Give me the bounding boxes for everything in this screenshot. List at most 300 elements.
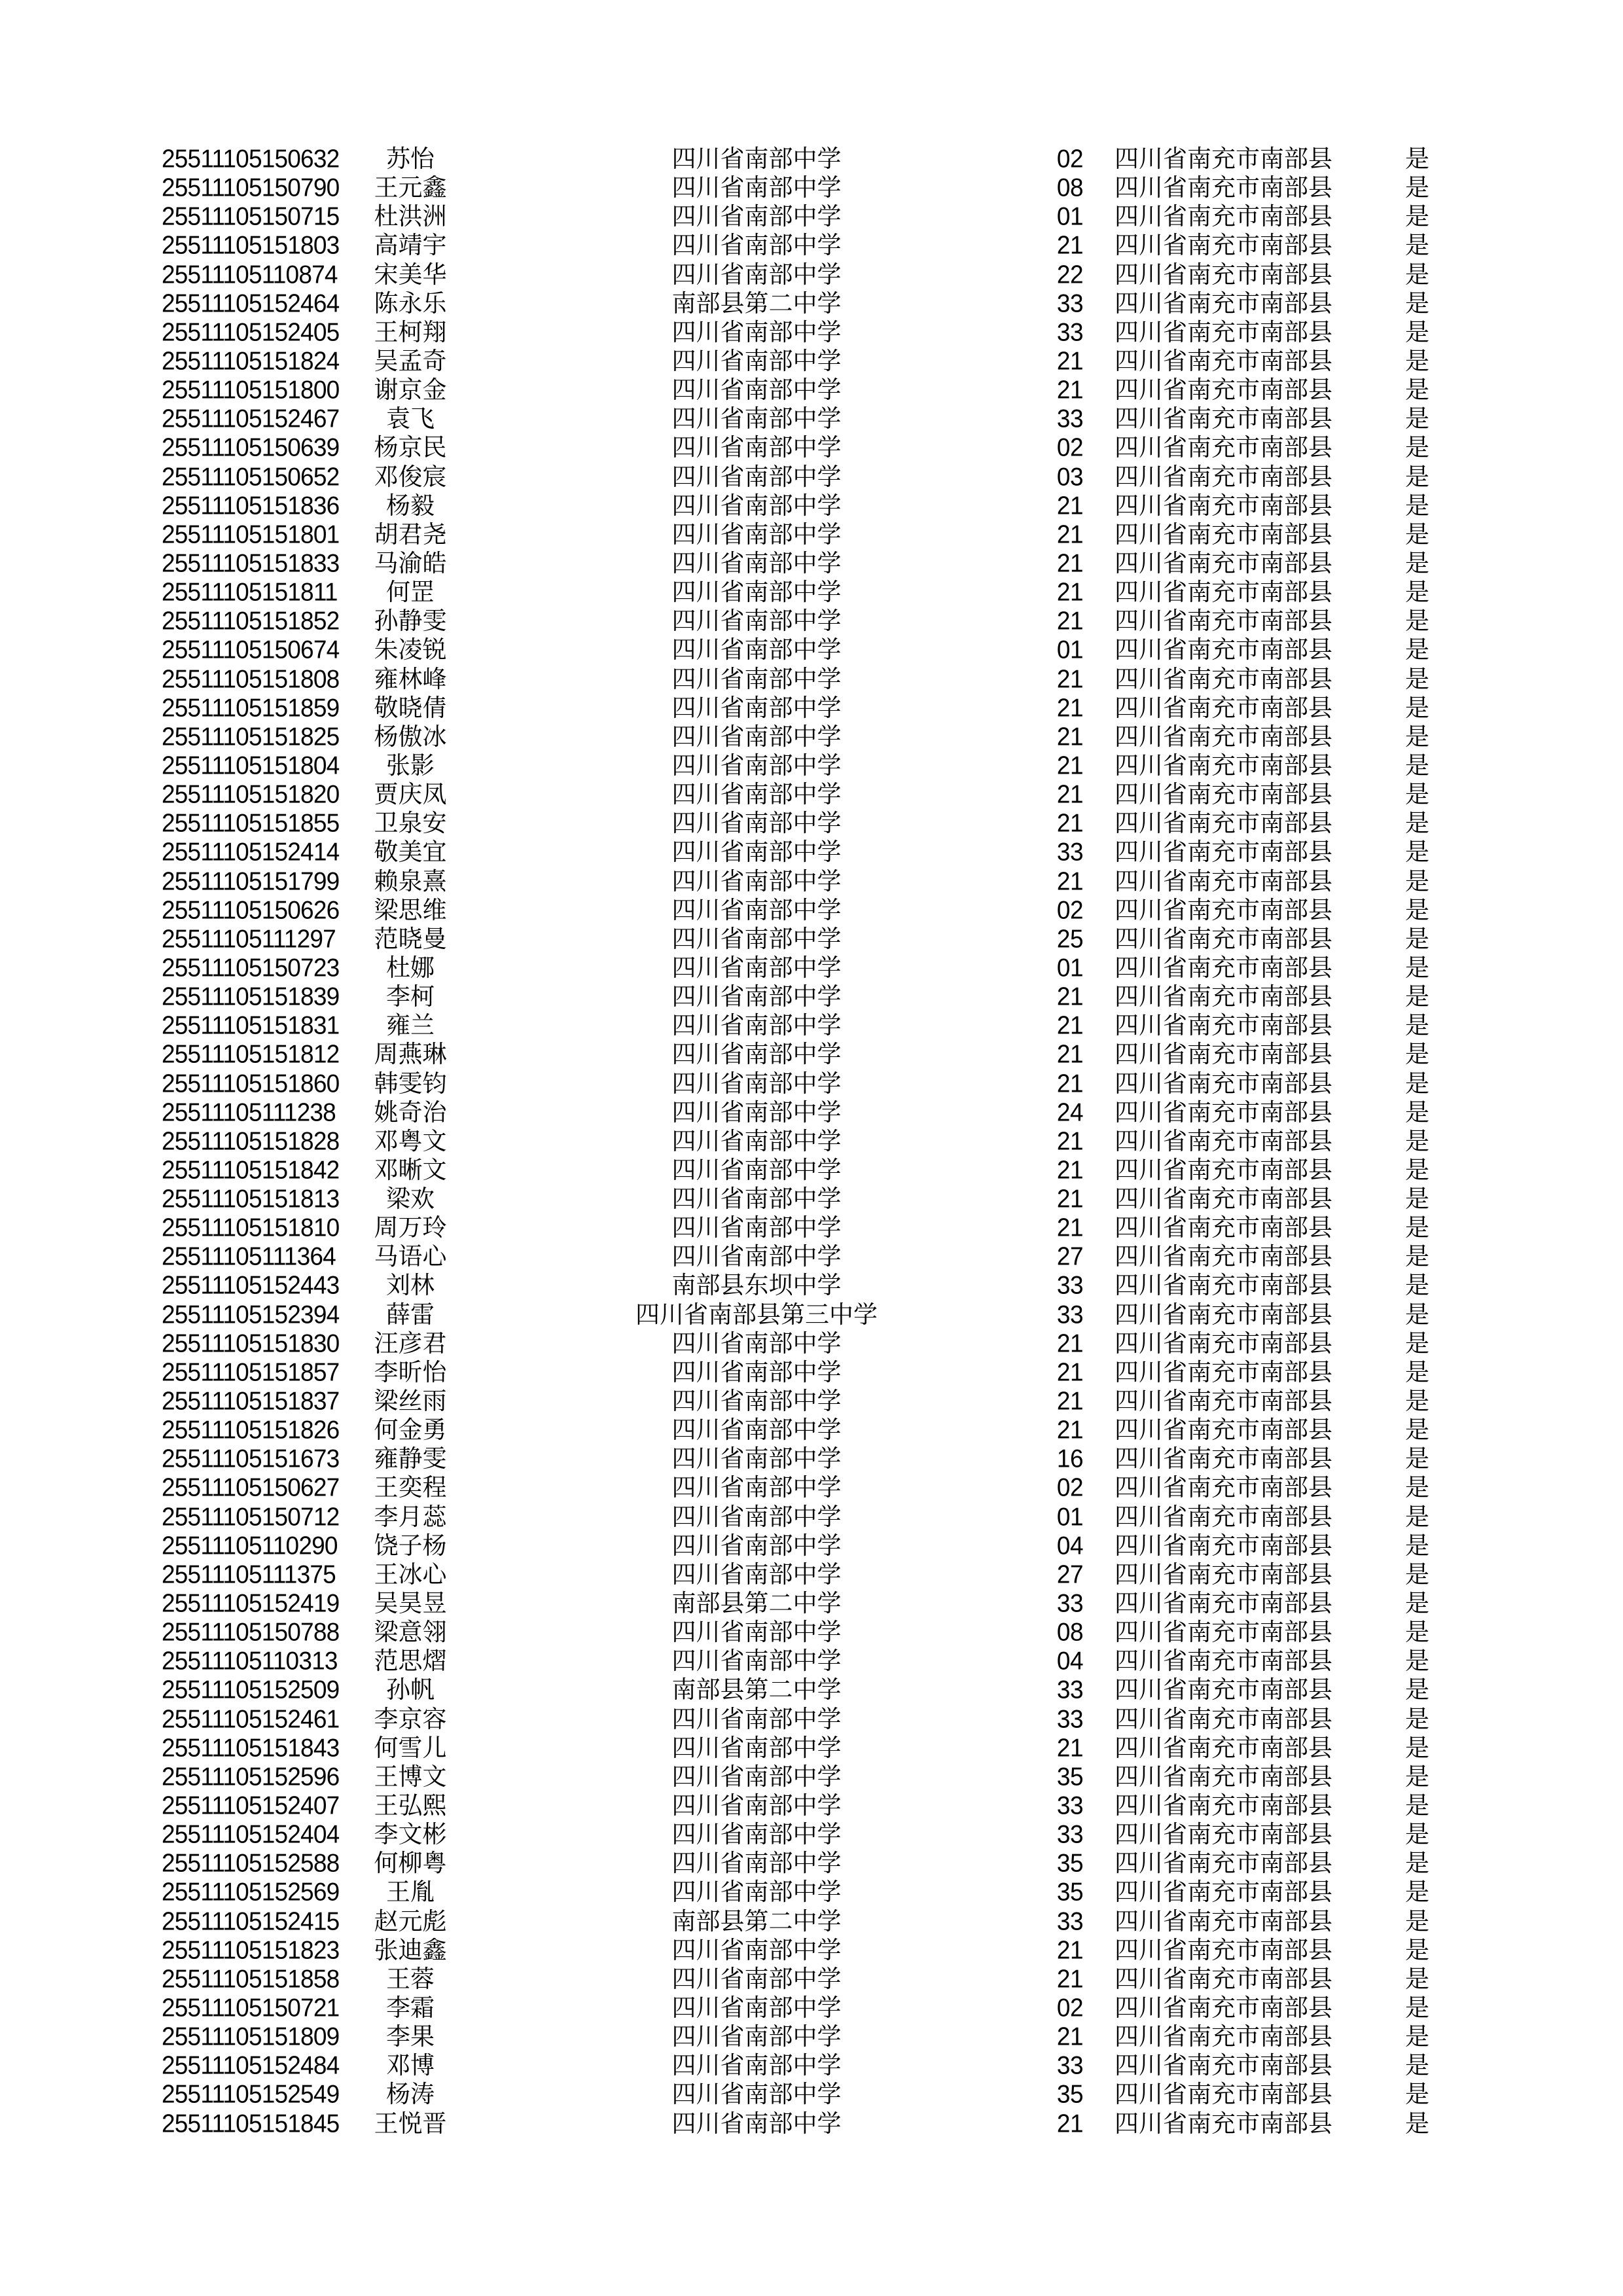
table-row xyxy=(0,404,1623,433)
cell-school: 四川省南部中学 xyxy=(671,953,842,982)
cell-district: 四川省南充市南部县 xyxy=(1115,433,1332,462)
table-row xyxy=(0,896,1623,925)
cell-exam-id: 25511105150723 xyxy=(162,953,340,982)
cell-exam-id: 25511105151809 xyxy=(162,2022,340,2051)
cell-school: 四川省南部中学 xyxy=(671,1762,842,1791)
cell-school: 四川省南部中学 xyxy=(671,317,842,346)
cell-name: 杜娜 xyxy=(386,953,435,982)
cell-exam-id: 25511105151812 xyxy=(162,1040,340,1069)
cell-code: 21 xyxy=(1056,982,1084,1011)
cell-exam-id: 25511105151823 xyxy=(162,1935,340,1964)
cell-confirm-flag: 是 xyxy=(1405,145,1429,173)
cell-confirm-flag: 是 xyxy=(1405,346,1429,375)
cell-district: 四川省南充市南部县 xyxy=(1115,924,1332,953)
cell-confirm-flag: 是 xyxy=(1405,1185,1429,1213)
cell-school: 四川省南部中学 xyxy=(671,809,842,838)
cell-district: 四川省南充市南部县 xyxy=(1115,1185,1332,1213)
cell-exam-id: 25511105111297 xyxy=(162,924,336,953)
cell-school: 四川省南部中学 xyxy=(671,722,842,751)
cell-code: 21 xyxy=(1056,1126,1084,1155)
cell-code: 33 xyxy=(1056,1820,1084,1849)
cell-district: 四川省南充市南部县 xyxy=(1115,1647,1332,1676)
cell-exam-id: 25511105151837 xyxy=(162,1386,340,1416)
cell-confirm-flag: 是 xyxy=(1405,1473,1429,1502)
table-row xyxy=(0,809,1623,838)
cell-school: 四川省南部中学 xyxy=(671,433,842,462)
cell-school: 四川省南部中学 xyxy=(671,1502,842,1531)
cell-exam-id: 25511105152419 xyxy=(162,1588,340,1618)
cell-exam-id: 25511105151843 xyxy=(162,1733,340,1762)
table-row xyxy=(0,1734,1623,1763)
cell-district: 四川省南充市南部县 xyxy=(1115,1964,1332,1993)
cell-code: 21 xyxy=(1056,520,1084,548)
cell-district: 四川省南充市南部县 xyxy=(1115,578,1332,607)
table-row xyxy=(0,751,1623,780)
cell-school: 四川省南部中学 xyxy=(671,231,842,260)
cell-code: 21 xyxy=(1056,2109,1084,2138)
cell-exam-id: 25511105152404 xyxy=(162,1820,340,1849)
table-row xyxy=(0,1271,1623,1300)
cell-code: 21 xyxy=(1056,578,1084,607)
cell-name: 周燕琳 xyxy=(374,1040,447,1069)
cell-code: 16 xyxy=(1056,1444,1084,1473)
cell-code: 21 xyxy=(1056,346,1084,375)
cell-exam-id: 25511105151860 xyxy=(162,1069,340,1098)
cell-confirm-flag: 是 xyxy=(1405,982,1429,1011)
cell-name: 王弘熙 xyxy=(374,1791,447,1820)
cell-confirm-flag: 是 xyxy=(1405,1126,1429,1155)
cell-exam-id: 25511105151800 xyxy=(162,376,340,404)
cell-confirm-flag: 是 xyxy=(1405,1387,1429,1416)
table-row xyxy=(0,1965,1623,1994)
cell-district: 四川省南充市南部县 xyxy=(1115,1271,1332,1300)
student-roster-table xyxy=(0,145,1623,2138)
table-row xyxy=(0,318,1623,347)
cell-name: 李文彬 xyxy=(374,1820,447,1849)
cell-code: 02 xyxy=(1056,1473,1084,1502)
cell-district: 四川省南充市南部县 xyxy=(1115,346,1332,375)
cell-district: 四川省南充市南部县 xyxy=(1115,1704,1332,1733)
cell-code: 02 xyxy=(1056,1993,1084,2022)
cell-school: 四川省南部中学 xyxy=(671,693,842,722)
cell-code: 25 xyxy=(1056,924,1084,953)
cell-district: 四川省南充市南部县 xyxy=(1115,289,1332,317)
cell-code: 01 xyxy=(1056,636,1084,664)
table-row xyxy=(0,433,1623,462)
cell-confirm-flag: 是 xyxy=(1405,1994,1429,2022)
cell-exam-id: 25511105152414 xyxy=(162,838,340,867)
cell-exam-id: 25511105151857 xyxy=(162,1357,340,1386)
table-row xyxy=(0,838,1623,867)
cell-exam-id: 25511105151826 xyxy=(162,1416,340,1444)
cell-confirm-flag: 是 xyxy=(1405,1849,1429,1878)
cell-school: 四川省南部中学 xyxy=(671,1242,842,1271)
cell-exam-id: 25511105152588 xyxy=(162,1849,340,1878)
cell-name: 何雪儿 xyxy=(374,1733,447,1762)
cell-district: 四川省南充市南部县 xyxy=(1115,2109,1332,2138)
cell-school: 四川省南部中学 xyxy=(671,1473,842,1502)
cell-district: 四川省南充市南部县 xyxy=(1115,1155,1332,1184)
cell-name: 邓博 xyxy=(386,2051,435,2080)
cell-name: 何金勇 xyxy=(374,1416,447,1444)
cell-school: 四川省南部中学 xyxy=(671,2109,842,2138)
cell-code: 03 xyxy=(1056,462,1084,491)
cell-district: 四川省南充市南部县 xyxy=(1115,2022,1332,2051)
table-row xyxy=(0,1647,1623,1676)
cell-code: 21 xyxy=(1056,2022,1084,2051)
cell-confirm-flag: 是 xyxy=(1405,2109,1429,2138)
cell-district: 四川省南充市南部县 xyxy=(1115,838,1332,867)
cell-confirm-flag: 是 xyxy=(1405,693,1429,722)
cell-exam-id: 25511105151799 xyxy=(162,867,340,895)
cell-name: 梁思维 xyxy=(374,895,447,924)
cell-exam-id: 25511105152443 xyxy=(162,1271,340,1300)
table-row xyxy=(0,1098,1623,1127)
cell-school: 四川省南部中学 xyxy=(671,2080,842,2109)
cell-code: 21 xyxy=(1056,607,1084,636)
cell-district: 四川省南充市南部县 xyxy=(1115,317,1332,346)
table-row xyxy=(0,1069,1623,1098)
cell-confirm-flag: 是 xyxy=(1405,1069,1429,1098)
cell-name: 雍兰 xyxy=(386,1011,435,1040)
cell-confirm-flag: 是 xyxy=(1405,1155,1429,1184)
cell-school: 四川省南部中学 xyxy=(671,1213,842,1242)
cell-school: 四川省南部中学 xyxy=(671,1357,842,1386)
cell-confirm-flag: 是 xyxy=(1405,317,1429,346)
cell-name: 孙帆 xyxy=(386,1676,435,1704)
cell-code: 33 xyxy=(1056,2051,1084,2080)
cell-exam-id: 25511105150639 xyxy=(162,433,340,462)
cell-name: 杜洪洲 xyxy=(374,202,447,231)
cell-code: 21 xyxy=(1056,548,1084,577)
cell-name: 杨傲冰 xyxy=(374,722,447,751)
cell-confirm-flag: 是 xyxy=(1405,376,1429,404)
table-row xyxy=(0,925,1623,954)
cell-district: 四川省南充市南部县 xyxy=(1115,1300,1332,1329)
cell-district: 四川省南充市南部县 xyxy=(1115,1618,1332,1647)
cell-code: 33 xyxy=(1056,404,1084,433)
cell-name: 邓粤文 xyxy=(374,1126,447,1155)
cell-exam-id: 25511105151845 xyxy=(162,2109,340,2138)
cell-confirm-flag: 是 xyxy=(1405,1647,1429,1676)
cell-name: 杨涛 xyxy=(386,2080,435,2109)
cell-school: 四川省南部中学 xyxy=(671,260,842,289)
cell-code: 21 xyxy=(1056,491,1084,520)
table-row xyxy=(0,289,1623,318)
cell-exam-id: 25511105151801 xyxy=(162,520,340,548)
cell-exam-id: 25511105150652 xyxy=(162,462,340,491)
cell-confirm-flag: 是 xyxy=(1405,1011,1429,1040)
table-row xyxy=(0,1705,1623,1734)
table-row xyxy=(0,954,1623,982)
table-row xyxy=(0,463,1623,492)
table-row xyxy=(0,1503,1623,1532)
cell-code: 33 xyxy=(1056,1907,1084,1935)
cell-exam-id: 25511105151828 xyxy=(162,1126,340,1155)
cell-name: 卫泉安 xyxy=(374,809,447,838)
cell-district: 四川省南充市南部县 xyxy=(1115,1531,1332,1560)
table-row xyxy=(0,145,1623,173)
cell-school: 四川省南部中学 xyxy=(671,924,842,953)
cell-code: 21 xyxy=(1056,376,1084,404)
cell-school: 四川省南部中学 xyxy=(671,578,842,607)
table-row xyxy=(0,1242,1623,1271)
cell-confirm-flag: 是 xyxy=(1405,895,1429,924)
cell-name: 高靖宇 xyxy=(374,231,447,260)
cell-school: 四川省南部中学 xyxy=(671,1849,842,1878)
cell-district: 四川省南充市南部县 xyxy=(1115,1935,1332,1964)
table-row xyxy=(0,665,1623,694)
cell-name: 李月蕊 xyxy=(374,1502,447,1531)
cell-exam-id: 25511105152509 xyxy=(162,1676,340,1704)
cell-district: 四川省南充市南部县 xyxy=(1115,1762,1332,1791)
cell-exam-id: 25511105111375 xyxy=(162,1560,336,1588)
cell-confirm-flag: 是 xyxy=(1405,722,1429,751)
cell-name: 贾庆凤 xyxy=(374,780,447,809)
cell-exam-id: 25511105150626 xyxy=(162,895,340,924)
cell-school: 南部县第二中学 xyxy=(671,1589,842,1618)
cell-code: 21 xyxy=(1056,1935,1084,1964)
table-row xyxy=(0,723,1623,751)
cell-school: 四川省南部中学 xyxy=(671,1069,842,1098)
table-row xyxy=(0,1213,1623,1242)
cell-district: 四川省南充市南部县 xyxy=(1115,2080,1332,2109)
cell-name: 韩雯钧 xyxy=(374,1069,447,1098)
table-row xyxy=(0,2022,1623,2051)
cell-name: 范思熠 xyxy=(374,1647,447,1676)
cell-code: 33 xyxy=(1056,1588,1084,1618)
cell-district: 四川省南充市南部县 xyxy=(1115,1242,1332,1271)
cell-name: 李昕怡 xyxy=(374,1357,447,1386)
cell-name: 李京容 xyxy=(374,1704,447,1733)
cell-district: 四川省南充市南部县 xyxy=(1115,2051,1332,2080)
cell-name: 王胤 xyxy=(386,1878,435,1907)
table-row xyxy=(0,1820,1623,1849)
cell-district: 四川省南充市南部县 xyxy=(1115,1589,1332,1618)
cell-name: 李柯 xyxy=(386,982,435,1011)
table-row xyxy=(0,347,1623,376)
cell-exam-id: 25511105152596 xyxy=(162,1762,340,1791)
cell-name: 汪彦君 xyxy=(374,1329,447,1357)
cell-name: 何罡 xyxy=(386,578,435,607)
table-row xyxy=(0,578,1623,607)
cell-exam-id: 25511105151808 xyxy=(162,664,340,693)
cell-confirm-flag: 是 xyxy=(1405,1242,1429,1271)
cell-name: 吴孟奇 xyxy=(374,346,447,375)
cell-school: 南部县东坝中学 xyxy=(671,1271,842,1300)
cell-district: 四川省南充市南部县 xyxy=(1115,1357,1332,1386)
cell-district: 四川省南充市南部县 xyxy=(1115,1733,1332,1762)
cell-name: 胡君尧 xyxy=(374,520,447,548)
cell-name: 姚奇治 xyxy=(374,1098,447,1126)
cell-confirm-flag: 是 xyxy=(1405,260,1429,289)
cell-name: 王悦晋 xyxy=(374,2109,447,2138)
cell-district: 四川省南充市南部县 xyxy=(1115,404,1332,433)
cell-code: 02 xyxy=(1056,144,1084,173)
cell-school: 四川省南部中学 xyxy=(671,462,842,491)
cell-name: 马渝皓 xyxy=(374,548,447,577)
cell-district: 四川省南充市南部县 xyxy=(1115,231,1332,260)
cell-name: 敬美宜 xyxy=(374,838,447,867)
cell-name: 李果 xyxy=(386,2022,435,2051)
cell-district: 四川省南充市南部县 xyxy=(1115,867,1332,895)
table-row xyxy=(0,1763,1623,1791)
cell-code: 21 xyxy=(1056,231,1084,260)
cell-district: 四川省南充市南部县 xyxy=(1115,636,1332,664)
cell-school: 四川省南部中学 xyxy=(671,1531,842,1560)
cell-name: 杨毅 xyxy=(386,491,435,520)
cell-confirm-flag: 是 xyxy=(1405,1935,1429,1964)
cell-name: 王奕程 xyxy=(374,1473,447,1502)
cell-school: 四川省南部中学 xyxy=(671,1098,842,1126)
cell-confirm-flag: 是 xyxy=(1405,664,1429,693)
cell-name: 敬晓倩 xyxy=(374,693,447,722)
cell-code: 33 xyxy=(1056,838,1084,867)
cell-school: 四川省南部中学 xyxy=(671,1791,842,1820)
cell-exam-id: 25511105152549 xyxy=(162,2080,340,2109)
cell-school: 四川省南部中学 xyxy=(671,1126,842,1155)
cell-confirm-flag: 是 xyxy=(1405,953,1429,982)
cell-district: 四川省南充市南部县 xyxy=(1115,145,1332,173)
cell-school: 四川省南部中学 xyxy=(671,520,842,548)
cell-confirm-flag: 是 xyxy=(1405,809,1429,838)
table-row xyxy=(0,2109,1623,2138)
cell-district: 四川省南充市南部县 xyxy=(1115,1676,1332,1704)
cell-code: 21 xyxy=(1056,693,1084,722)
cell-name: 苏怡 xyxy=(386,145,435,173)
cell-confirm-flag: 是 xyxy=(1405,1098,1429,1126)
cell-code: 21 xyxy=(1056,780,1084,809)
cell-district: 四川省南充市南部县 xyxy=(1115,693,1332,722)
cell-name: 何柳粤 xyxy=(374,1849,447,1878)
cell-confirm-flag: 是 xyxy=(1405,607,1429,636)
cell-school: 四川省南部中学 xyxy=(671,1733,842,1762)
cell-name: 梁意翎 xyxy=(374,1618,447,1647)
cell-district: 四川省南充市南部县 xyxy=(1115,607,1332,636)
cell-code: 21 xyxy=(1056,1386,1084,1416)
cell-code: 02 xyxy=(1056,895,1084,924)
cell-code: 27 xyxy=(1056,1560,1084,1588)
cell-code: 21 xyxy=(1056,1329,1084,1357)
cell-confirm-flag: 是 xyxy=(1405,289,1429,317)
cell-exam-id: 25511105150790 xyxy=(162,173,340,202)
cell-code: 33 xyxy=(1056,1791,1084,1820)
cell-district: 四川省南充市南部县 xyxy=(1115,260,1332,289)
cell-school: 四川省南部中学 xyxy=(671,1040,842,1069)
cell-confirm-flag: 是 xyxy=(1405,1733,1429,1762)
cell-name: 袁飞 xyxy=(386,404,435,433)
cell-code: 21 xyxy=(1056,1069,1084,1098)
cell-school: 南部县第二中学 xyxy=(671,1676,842,1704)
cell-school: 四川省南部中学 xyxy=(671,867,842,895)
table-row xyxy=(0,1589,1623,1618)
cell-code: 21 xyxy=(1056,1155,1084,1184)
cell-school: 四川省南部中学 xyxy=(671,145,842,173)
cell-district: 四川省南充市南部县 xyxy=(1115,376,1332,404)
cell-name: 雍静雯 xyxy=(374,1444,447,1473)
table-row xyxy=(0,202,1623,231)
cell-exam-id: 25511105151825 xyxy=(162,722,340,751)
cell-district: 四川省南充市南部县 xyxy=(1115,1040,1332,1069)
cell-exam-id: 25511105150721 xyxy=(162,1993,340,2022)
cell-name: 王冰心 xyxy=(374,1560,447,1588)
cell-exam-id: 25511105152407 xyxy=(162,1791,340,1820)
cell-code: 21 xyxy=(1056,1185,1084,1213)
cell-district: 四川省南充市南部县 xyxy=(1115,1213,1332,1242)
table-row xyxy=(0,1156,1623,1185)
cell-confirm-flag: 是 xyxy=(1405,1618,1429,1647)
table-row xyxy=(0,1358,1623,1387)
table-row xyxy=(0,607,1623,636)
cell-district: 四川省南充市南部县 xyxy=(1115,722,1332,751)
cell-confirm-flag: 是 xyxy=(1405,1444,1429,1473)
cell-school: 四川省南部中学 xyxy=(671,636,842,664)
cell-confirm-flag: 是 xyxy=(1405,2080,1429,2109)
cell-confirm-flag: 是 xyxy=(1405,1271,1429,1300)
cell-name: 邓俊宸 xyxy=(374,462,447,491)
cell-confirm-flag: 是 xyxy=(1405,1704,1429,1733)
cell-code: 35 xyxy=(1056,2080,1084,2109)
table-row xyxy=(0,694,1623,723)
cell-confirm-flag: 是 xyxy=(1405,838,1429,867)
cell-school: 四川省南部中学 xyxy=(671,751,842,780)
cell-school: 四川省南部中学 xyxy=(671,173,842,202)
cell-district: 四川省南充市南部县 xyxy=(1115,520,1332,548)
cell-exam-id: 25511105151831 xyxy=(162,1011,340,1040)
cell-district: 四川省南充市南部县 xyxy=(1115,173,1332,202)
cell-confirm-flag: 是 xyxy=(1405,1329,1429,1357)
cell-district: 四川省南充市南部县 xyxy=(1115,491,1332,520)
cell-exam-id: 25511105150712 xyxy=(162,1502,340,1531)
table-row xyxy=(0,1676,1623,1704)
cell-name: 周万玲 xyxy=(374,1213,447,1242)
cell-confirm-flag: 是 xyxy=(1405,780,1429,809)
cell-code: 21 xyxy=(1056,664,1084,693)
table-row xyxy=(0,376,1623,404)
cell-district: 四川省南充市南部县 xyxy=(1115,1329,1332,1357)
cell-school: 四川省南部中学 xyxy=(671,202,842,231)
cell-name: 张迪鑫 xyxy=(374,1935,447,1964)
cell-exam-id: 25511105150788 xyxy=(162,1618,340,1647)
cell-code: 21 xyxy=(1056,751,1084,780)
table-row xyxy=(0,1444,1623,1473)
cell-district: 四川省南充市南部县 xyxy=(1115,780,1332,809)
cell-confirm-flag: 是 xyxy=(1405,1964,1429,1993)
table-row xyxy=(0,1300,1623,1329)
cell-school: 四川省南部中学 xyxy=(671,491,842,520)
cell-exam-id: 25511105151839 xyxy=(162,982,340,1011)
cell-confirm-flag: 是 xyxy=(1405,520,1429,548)
table-row xyxy=(0,1560,1623,1589)
cell-school: 四川省南部中学 xyxy=(671,1560,842,1588)
cell-district: 四川省南充市南部县 xyxy=(1115,953,1332,982)
table-row xyxy=(0,1329,1623,1358)
cell-confirm-flag: 是 xyxy=(1405,1040,1429,1069)
cell-code: 33 xyxy=(1056,1271,1084,1300)
cell-name: 赵元彪 xyxy=(374,1907,447,1935)
table-row xyxy=(0,2051,1623,2080)
cell-code: 35 xyxy=(1056,1762,1084,1791)
table-row xyxy=(0,2080,1623,2109)
table-row xyxy=(0,867,1623,896)
cell-exam-id: 25511105111364 xyxy=(162,1242,336,1271)
cell-confirm-flag: 是 xyxy=(1405,548,1429,577)
cell-district: 四川省南充市南部县 xyxy=(1115,1878,1332,1907)
cell-exam-id: 25511105110290 xyxy=(162,1531,338,1560)
cell-confirm-flag: 是 xyxy=(1405,1878,1429,1907)
cell-name: 范晓曼 xyxy=(374,924,447,953)
cell-name: 李霜 xyxy=(386,1994,435,2022)
